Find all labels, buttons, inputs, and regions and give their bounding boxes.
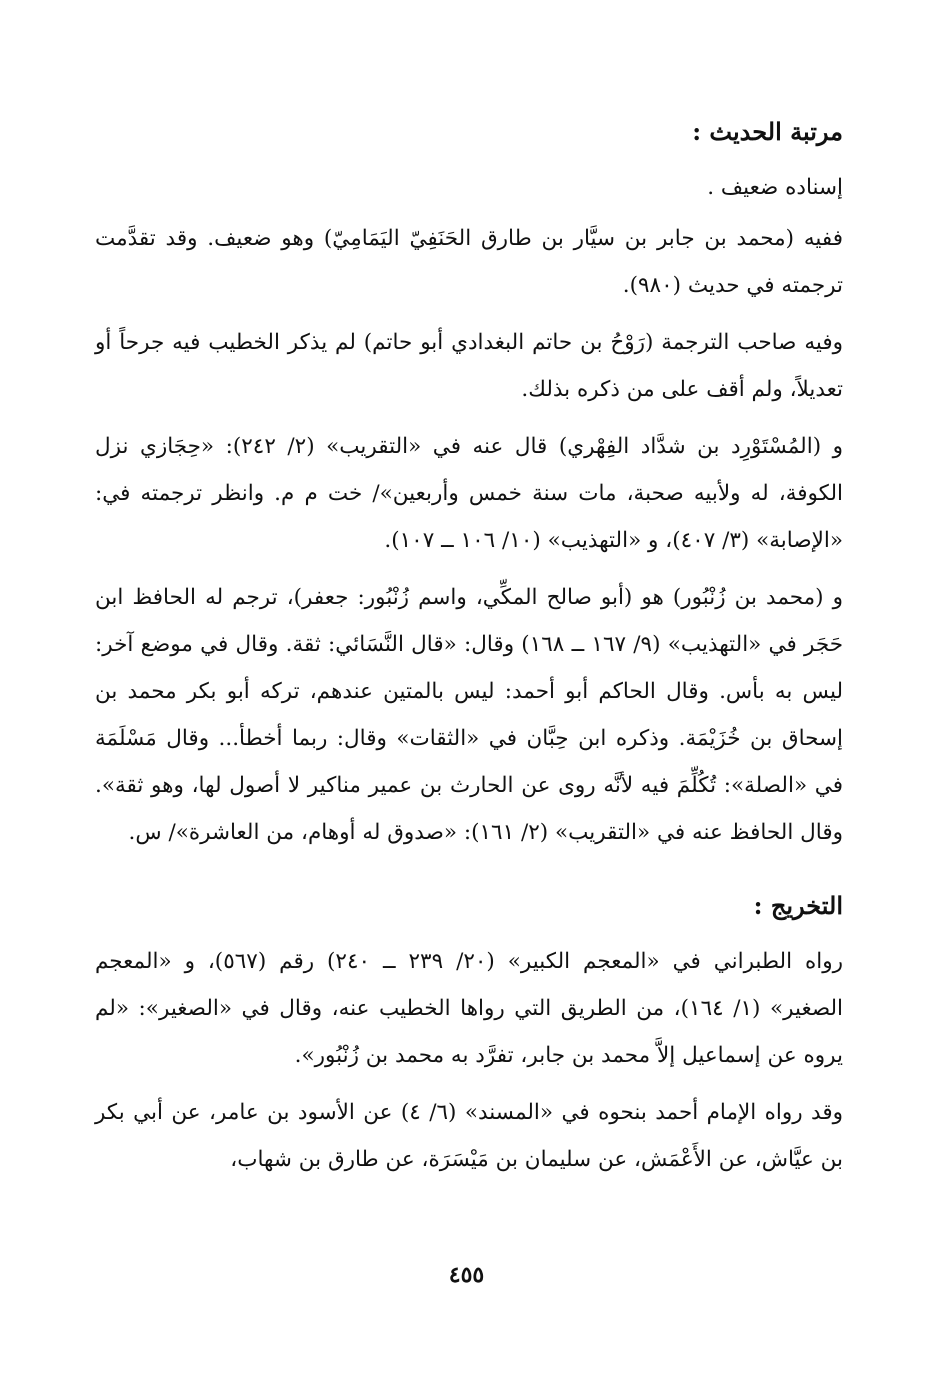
paragraph-isnad-verdict: إسناده ضعيف .	[707, 175, 843, 200]
page-number: ٤٥٥	[448, 1262, 485, 1288]
paragraph-narrator-muhammad-bin-jabir: ففيه (محمد بن جابر بن سيَّار بن طارق الحَنَفِيّ اليَمَامِيّ) وهو ضعيف. وقد تقدَّمت ترجمته في حديث (٩٨٠).	[95, 226, 843, 298]
paragraph-narrator-rawh-bin-hatim: وفيه صاحب الترجمة (رَوْحُ بن حاتم البغدادي أبو حاتم) لم يذكر الخطيب فيه جرحاً أو تعديلاً، ولم أقف على من ذكره بذلك.	[95, 330, 843, 402]
paragraph-takhrij-tabarani: رواه الطبراني في «المعجم الكبير» (٢٠/ ٢٣٩ ــ ٢٤٠) رقم (٥٦٧)، و «المعجم الصغير» (١/ ١٦٤)، من الطريق التي رواها الخطيب عنه، وقال في «الصغير»: «لم يروه عن إسماعيل إلاَّ محمد بن جابر، تفرَّد به محمد بن زُنْبُور».	[95, 949, 844, 1068]
paragraph-narrator-muhammad-bin-zunbur: و (محمد بن زُنْبُور) هو (أبو صالح المكِّي، واسم زُنْبُور: جعفر)، ترجم له الحافظ ابن حَجَر في «التهذيب» (٩/ ١٦٧ ــ ١٦٨) وقال: «قال النَّسَائي: ثقة. وقال في موضع آخر: ليس به بأس. وقال الحاكم أبو أحمد: ليس بالمتين عندهم، تركه أبو بكر محمد بن إسحاق بن خُزَيْمَة. وذكره ابن حِبَّان في «الثقات» وقال: ربما أخطأ... وقال مَسْلَمَة في «الصلة»: تُكُلِّمَ فيه لأنَّه روى عن الحارث بن عمير مناكير لا أصول لها، وهو ثقة». وقال الحافظ عنه في «التقريب» (٢/ ١٦١): «صدوق له أوهام، من العاشرة»/ س.	[95, 585, 843, 845]
section-heading-takhrij: التخريج :	[753, 891, 843, 920]
page-body	[95, 112, 843, 1193]
paragraph-narrator-mustawrid: و (المُسْتَوْرِد بن شدَّاد الفِهْري) قال عنه في «التقريب» (٢/ ٢٤٢): «حِجَازي نزل الكوفة، له ولأبيه صحبة، مات سنة خمس وأربعين»/ خت م م. وانظر ترجمته في: «الإصابة» (٣/ ٤٠٧)، و «التهذيب» (١٠/ ١٠٦ ــ ١٠٧).	[95, 434, 843, 553]
section-heading-hadith-rank: مرتبة الحديث :	[692, 117, 843, 146]
paragraph-takhrij-ahmad: وقد رواه الإمام أحمد بنحوه في «المسند» (٦/ ٤) عن الأسود بن عامر، عن أبي بكر بن عيَّاش، عن الأَعْمَش، عن سليمان بن مَيْسَرَة، عن طارق بن شهاب،	[95, 1100, 844, 1172]
